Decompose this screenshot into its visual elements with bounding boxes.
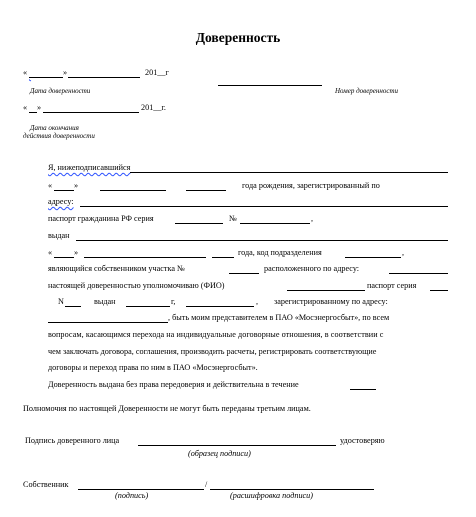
division-code-line[interactable] xyxy=(345,257,401,258)
plot-number-line[interactable] xyxy=(229,273,259,274)
trustee-signature-line[interactable] xyxy=(138,445,336,446)
principal-name-line[interactable] xyxy=(130,172,448,173)
trustee-sign-label: Подпись доверенного лица xyxy=(25,436,120,445)
passport-number-line[interactable] xyxy=(240,223,310,224)
rep-year-label: г, xyxy=(171,297,176,306)
issue-date-quote-close: » xyxy=(74,248,79,257)
body-line-3: адресу: xyxy=(48,197,74,206)
located-address-text: расположенного по адресу: xyxy=(264,264,360,273)
signature-sample-caption: (образец подписи) xyxy=(188,449,251,458)
number-caption: Номер доверенности xyxy=(335,87,399,95)
rep-number-line[interactable] xyxy=(65,306,81,307)
owner-name-decode-line[interactable] xyxy=(210,489,374,490)
birth-month-line[interactable] xyxy=(100,190,166,191)
expiry-day-line[interactable] xyxy=(29,112,37,113)
expiry-caption-line2: действия доверенности xyxy=(23,132,95,140)
issued-label: выдан xyxy=(48,231,70,240)
document-title: Доверенность xyxy=(195,30,281,45)
issue-date-open-quote: « xyxy=(23,68,28,77)
body-line-10: , быть моим представителем в ПАО «Мосэнергосбыт», по всем xyxy=(168,313,390,322)
issue-date-caption: Дата доверенности xyxy=(30,87,91,95)
rep-issued-date-line[interactable] xyxy=(126,306,170,307)
powers-text: Полномочия по настоящей Доверенности не могут быть переданы третьим лицам. xyxy=(23,404,311,413)
signature-caption: (подпись) xyxy=(115,491,149,500)
birth-year-line[interactable] xyxy=(186,190,226,191)
passport-series-line[interactable] xyxy=(175,223,223,224)
expiry-date-open-quote: « xyxy=(23,103,28,112)
issue-year-line[interactable] xyxy=(212,257,234,258)
passport-number-label: № xyxy=(229,214,237,223)
passport-label: паспорт гражданина РФ серия xyxy=(48,214,154,223)
owner-signature-line[interactable] xyxy=(78,489,204,490)
plot-address-line[interactable] xyxy=(389,273,448,274)
issue-date-day-line xyxy=(29,77,63,78)
validity-text: Доверенность выдана без права передоверия и действительна в течение xyxy=(48,380,299,389)
issued-by-line[interactable] xyxy=(76,240,448,241)
principal-address-line[interactable] xyxy=(80,206,448,207)
slash-separator: / xyxy=(205,480,208,489)
birth-day-line[interactable] xyxy=(54,190,74,191)
rep-passport-series-line[interactable] xyxy=(430,290,448,291)
body-line-12: чем заключать договора, соглашения, производить расчеты, регистрировать соответствующие xyxy=(48,347,377,356)
rep-passport-series-label: паспорт серия xyxy=(367,281,417,290)
validity-period-line[interactable] xyxy=(350,389,376,390)
number-line[interactable] xyxy=(218,85,322,86)
issue-date-month-line[interactable] xyxy=(68,77,140,78)
expiry-month-line[interactable] xyxy=(43,112,139,113)
rep-address-line[interactable] xyxy=(48,322,168,323)
rep-issued-label: выдан xyxy=(94,297,116,306)
issue-year-label: 201__г xyxy=(145,68,169,77)
rep-number-label: N xyxy=(58,297,64,306)
name-decode-caption: (расшифровка подписи) xyxy=(230,491,314,500)
authorize-text: настоящей доверенностью уполномочиваю (ФИО) xyxy=(48,281,225,290)
division-code-label: года, код подразделения xyxy=(238,248,322,257)
rep-issued-by-line[interactable] xyxy=(186,306,254,307)
issue-date-close-quote: » xyxy=(63,68,68,77)
rep-registered-text: зарегистрированному по адресу: xyxy=(274,297,388,306)
issue-day-line[interactable] xyxy=(54,257,74,258)
owner-of-plot-text: являющийся собственником участка № xyxy=(48,264,185,273)
expiry-caption-line1: Дата окончания xyxy=(30,124,79,132)
body-line-13: договоры и переход права по ним в ПАО «Мосэнергосбыт». xyxy=(48,363,258,372)
expiry-year-label: 201__г. xyxy=(141,103,166,112)
representative-name-line[interactable] xyxy=(287,290,365,291)
body-line-1: Я, нижеподписавшийся xyxy=(48,163,131,172)
body-line-2: года рождения, зарегистрированный по xyxy=(242,181,380,190)
body-line-11: вопросам, касающимся перехода на индивидуальные договорные отношения, в соответствии с xyxy=(48,330,384,339)
certify-text: удостоверяю xyxy=(340,436,385,445)
expiry-date-close-quote: » xyxy=(37,103,42,112)
issue-date-quote-open: « xyxy=(48,248,53,257)
issue-month-line[interactable] xyxy=(84,257,206,258)
issue-date-day-field[interactable] xyxy=(29,68,63,77)
owner-label: Собственник xyxy=(23,480,69,489)
